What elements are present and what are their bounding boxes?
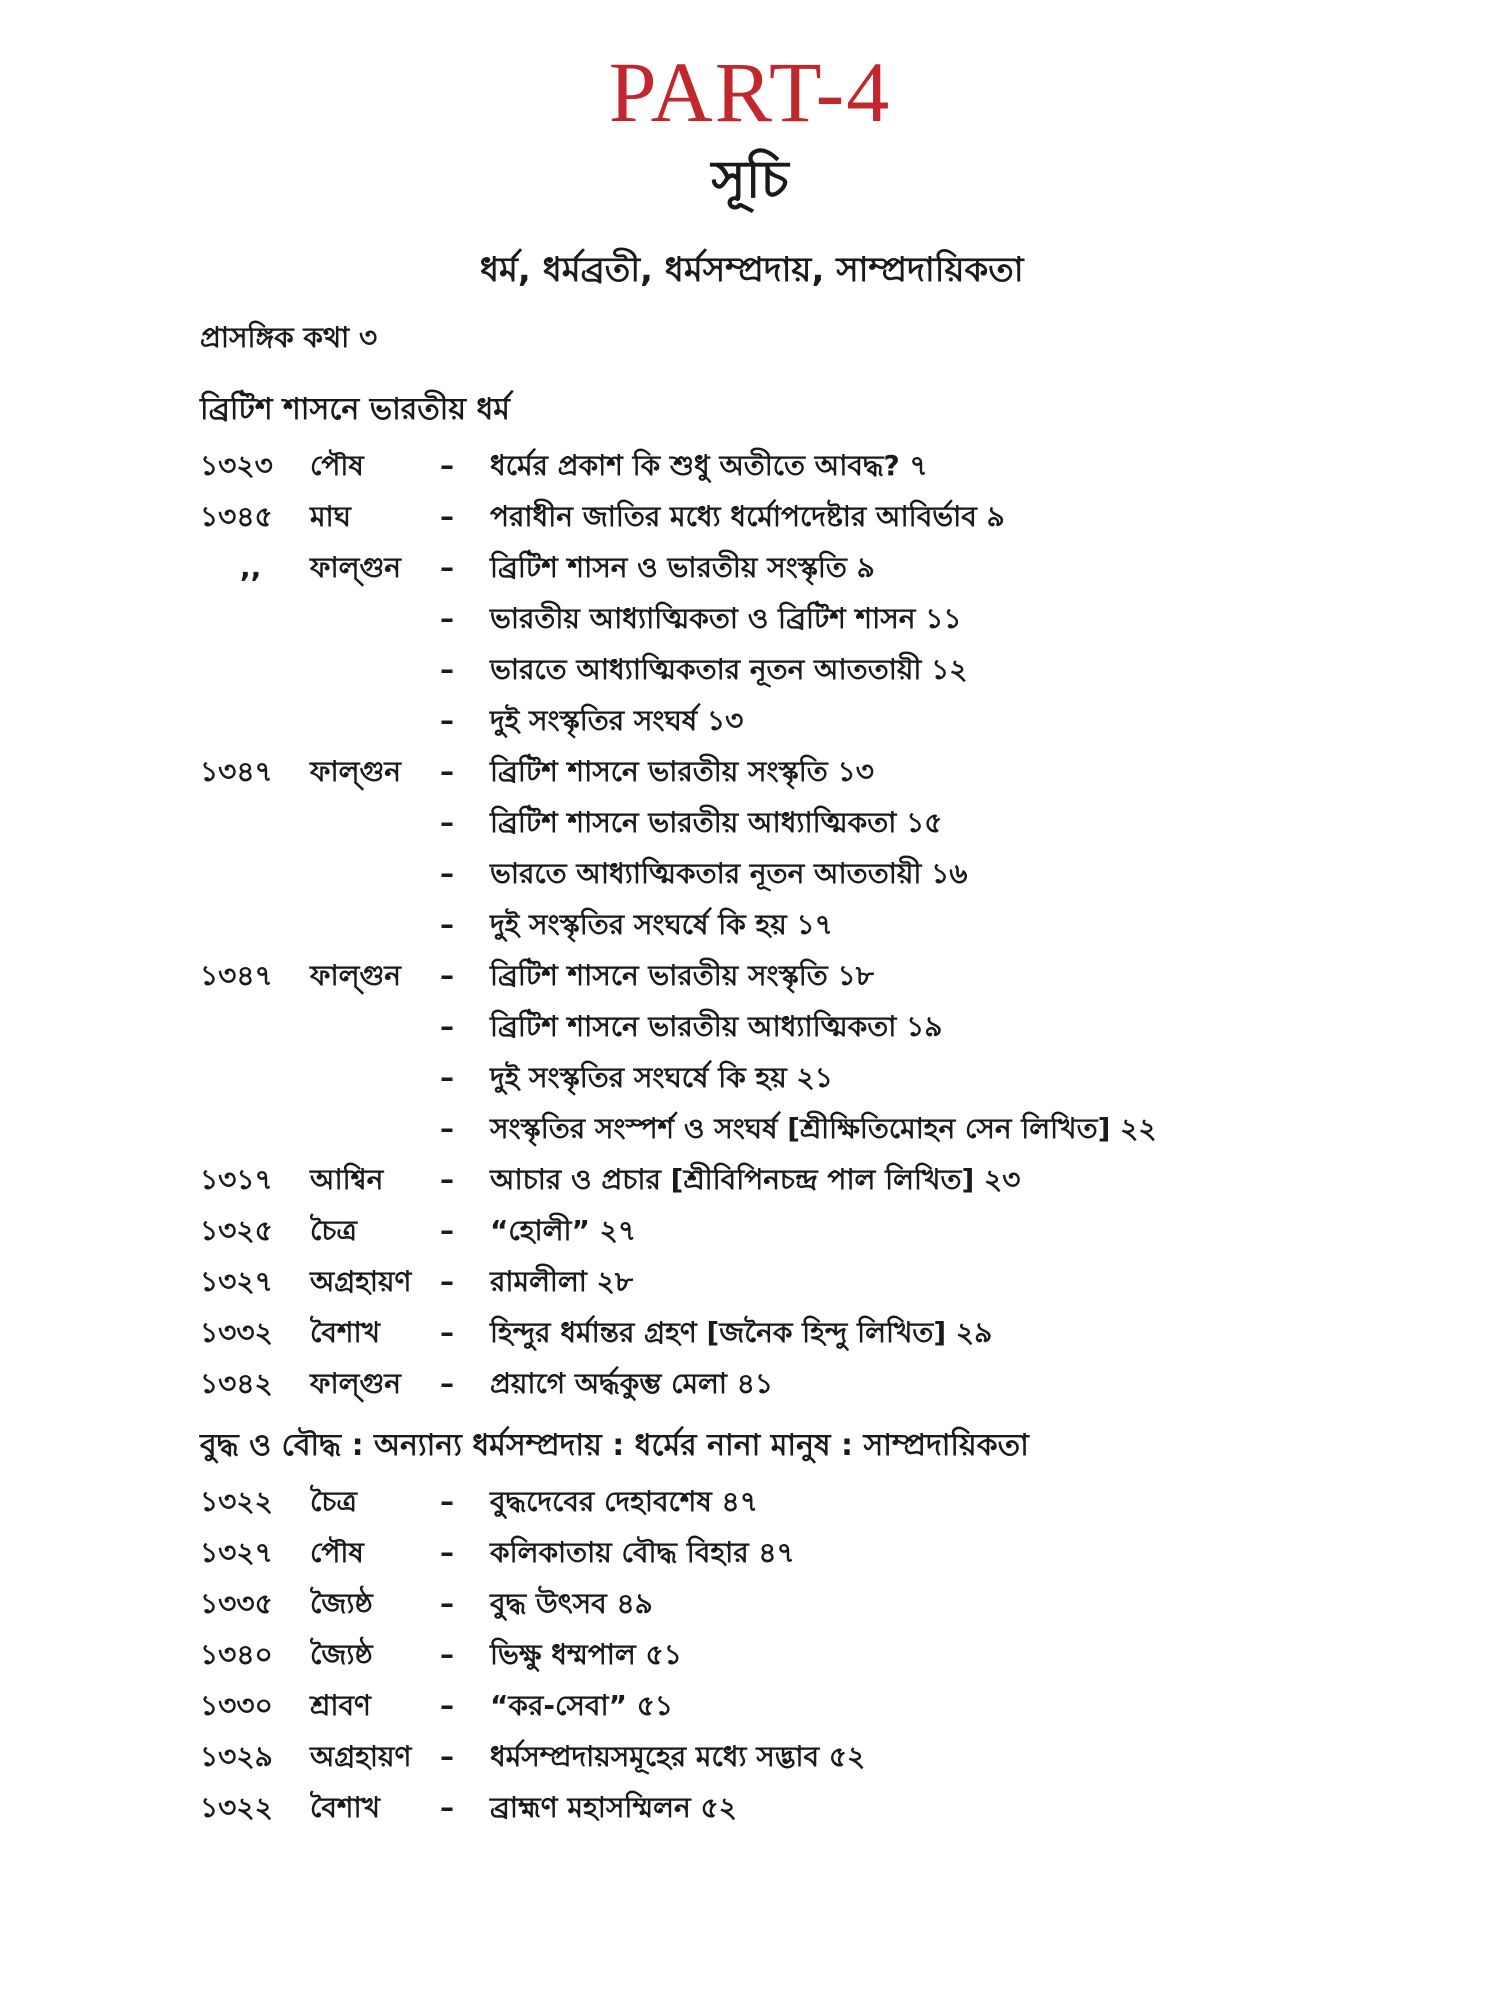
entry-year: ১৩৪২ xyxy=(200,1367,273,1400)
intro-line: প্রাসঙ্গিক কথা ৩ xyxy=(200,321,378,354)
toc-entry xyxy=(200,1154,1360,1205)
toc-entry xyxy=(200,1307,1360,1358)
toc-entry xyxy=(200,1001,1360,1052)
toc-entry xyxy=(200,491,1360,542)
entry-month: আশ্বিন xyxy=(310,1163,384,1196)
toc-entry xyxy=(200,848,1360,899)
section-heading-british-rule: ব্রিটিশ শাসনে ভারতীয় ধর্ম xyxy=(200,392,510,427)
entry-title: ব্রিটিশ শাসনে ভারতীয় সংস্কৃতি ১৩ xyxy=(490,755,874,788)
toc-entry xyxy=(200,644,1360,695)
ditto-mark: ,, xyxy=(240,551,262,584)
entry-title: ব্রিটিশ শাসন ও ভারতীয় সংস্কৃতি ৯ xyxy=(490,551,875,584)
toc-entry xyxy=(200,1629,1360,1680)
entry-year: ১৩২২ xyxy=(200,1485,273,1518)
index-title: সূচি xyxy=(711,150,789,210)
section-heading-buddha: বুদ্ধ ও বৌদ্ধ : অন্যান্য ধর্মসম্প্রদায় : ধর্মের নানা মানুষ : সাম্প্রদায়িকতা xyxy=(200,1428,1029,1463)
entry-title: হিন্দুর ধর্মান্তর গ্রহণ [জনৈক হিন্দু লিখিত] ২৯ xyxy=(490,1316,993,1349)
entry-title: আচার ও প্রচার [শ্রীবিপিনচন্দ্র পাল লিখিত] ২৩ xyxy=(490,1163,1021,1196)
entry-dash: – xyxy=(440,1485,454,1518)
toc-entry xyxy=(200,899,1360,950)
entry-title: পরাধীন জাতির মধ্যে ধর্মোপদেষ্টার আবির্ভাব ৯ xyxy=(490,500,1005,533)
entry-year: ১৩৪৭ xyxy=(200,959,273,992)
subject-heading: ধর্ম, ধর্মব্রতী, ধর্মসম্প্রদায়, সাম্প্রদায়িকতা xyxy=(480,250,1024,290)
entry-year: ১৩২৯ xyxy=(200,1740,273,1773)
toc-entry xyxy=(200,746,1360,797)
entry-year: ১৩৪০ xyxy=(200,1638,273,1671)
entry-title: ব্রিটিশ শাসনে ভারতীয় আধ্যাত্মিকতা ১৯ xyxy=(490,1010,943,1043)
entry-year: ১৩৩০ xyxy=(200,1689,273,1722)
entry-year: ১৩২২ xyxy=(200,1791,273,1824)
entry-title: সংস্কৃতির সংস্পর্শ ও সংঘর্ষ [শ্রীক্ষিতিমোহন সেন লিখিত] ২২ xyxy=(490,1112,1157,1145)
entry-title: ভারতে আধ্যাত্মিকতার নূতন আততায়ী ১৬ xyxy=(490,857,968,890)
entry-dash: – xyxy=(440,1638,454,1671)
entry-year: ১৩৩৫ xyxy=(200,1587,273,1620)
toc-entry xyxy=(200,1578,1360,1629)
entry-dash: – xyxy=(440,908,454,941)
entry-dash: – xyxy=(440,1112,454,1145)
entry-title: ব্রিটিশ শাসনে ভারতীয় সংস্কৃতি ১৮ xyxy=(490,959,874,992)
entry-dash: – xyxy=(440,704,454,737)
entry-month: বৈশাখ xyxy=(310,1791,380,1824)
entry-dash: – xyxy=(440,449,454,482)
toc-entry xyxy=(200,1527,1360,1578)
entry-dash: – xyxy=(440,857,454,890)
entry-title: ব্রিটিশ শাসনে ভারতীয় আধ্যাত্মিকতা ১৫ xyxy=(490,806,943,839)
entry-dash: – xyxy=(440,1061,454,1094)
toc-entry xyxy=(200,440,1360,491)
entry-month: অগ্রহায়ণ xyxy=(310,1265,412,1298)
entry-month: পৌষ xyxy=(310,449,364,482)
entry-month: ফাল্গুন xyxy=(310,551,401,584)
toc-entry xyxy=(200,1731,1360,1782)
entry-year: ১৩১৭ xyxy=(200,1163,273,1196)
entry-dash: – xyxy=(440,1740,454,1773)
entry-title: ভারতীয় আধ্যাত্মিকতা ও ব্রিটিশ শাসন ১১ xyxy=(490,602,962,635)
entry-dash: – xyxy=(440,653,454,686)
entry-title: ব্রাহ্মণ মহাসম্মিলন ৫২ xyxy=(490,1791,737,1824)
entry-title: “কর-সেবা” ৫১ xyxy=(490,1689,674,1722)
entry-month: চৈত্র xyxy=(310,1485,358,1518)
entry-dash: – xyxy=(440,1265,454,1298)
toc-entry xyxy=(200,593,1360,644)
entry-title: কলিকাতায় বৌদ্ধ বিহার ৪৭ xyxy=(490,1536,795,1569)
entry-month: মাঘ xyxy=(310,500,351,533)
entry-dash: – xyxy=(440,1536,454,1569)
toc-list-section2 xyxy=(200,1476,1360,1833)
entry-title: ধর্মের প্রকাশ কি শুধু অতীতে আবদ্ধ? ৭ xyxy=(490,449,928,482)
entry-dash: – xyxy=(440,500,454,533)
entry-year: ১৩২৩ xyxy=(200,449,273,482)
toc-entry xyxy=(200,1782,1360,1833)
toc-entry xyxy=(200,542,1360,593)
entry-month: চৈত্র xyxy=(310,1214,358,1247)
entry-month: ফাল্গুন xyxy=(310,1367,401,1400)
toc-entry xyxy=(200,1256,1360,1307)
toc-entry xyxy=(200,1052,1360,1103)
entry-dash: – xyxy=(440,551,454,584)
entry-title: দুই সংস্কৃতির সংঘর্ষে কি হয় ১৭ xyxy=(490,908,833,941)
entry-dash: – xyxy=(440,755,454,788)
toc-entry xyxy=(200,1205,1360,1256)
entry-dash: – xyxy=(440,1316,454,1349)
entry-month: জ্যৈষ্ঠ xyxy=(310,1587,373,1620)
entry-dash: – xyxy=(440,1791,454,1824)
entry-dash: – xyxy=(440,959,454,992)
entry-year: ১৩৪৫ xyxy=(200,500,273,533)
entry-title: “হোলী” ২৭ xyxy=(490,1214,637,1247)
entry-dash: – xyxy=(440,1367,454,1400)
entry-dash: – xyxy=(440,1163,454,1196)
entry-month: শ্রাবণ xyxy=(310,1689,371,1722)
toc-entry xyxy=(200,1680,1360,1731)
entry-month: পৌষ xyxy=(310,1536,364,1569)
entry-year: ১৩৩২ xyxy=(200,1316,273,1349)
entry-title: ধর্মসম্প্রদায়সমূহের মধ্যে সদ্ভাব ৫২ xyxy=(490,1740,866,1773)
toc-entry xyxy=(200,1103,1360,1154)
entry-title: দুই সংস্কৃতির সংঘর্ষে কি হয় ২১ xyxy=(490,1061,833,1094)
entry-month: বৈশাখ xyxy=(310,1316,380,1349)
toc-entry xyxy=(200,1358,1360,1409)
entry-title: বুদ্ধদেবের দেহাবশেষ ৪৭ xyxy=(490,1485,758,1518)
part-title: PART-4 xyxy=(608,44,892,140)
entry-dash: – xyxy=(440,1010,454,1043)
entry-title: রামলীলা ২৮ xyxy=(490,1265,634,1298)
entry-year: ১৩২৭ xyxy=(200,1536,273,1569)
entry-title: ভিক্ষু ধম্মপাল ৫১ xyxy=(490,1638,682,1671)
toc-list-section1 xyxy=(200,440,1360,1409)
entry-month: ফাল্গুন xyxy=(310,959,401,992)
entry-dash: – xyxy=(440,1214,454,1247)
entry-year: ১৩৪৭ xyxy=(200,755,273,788)
entry-month: জ্যৈষ্ঠ xyxy=(310,1638,373,1671)
toc-entry xyxy=(200,950,1360,1001)
toc-entry xyxy=(200,797,1360,848)
entry-title: প্রয়াগে অর্দ্ধকুম্ভ মেলা ৪১ xyxy=(490,1367,774,1400)
toc-entry xyxy=(200,695,1360,746)
entry-month: ফাল্গুন xyxy=(310,755,401,788)
entry-dash: – xyxy=(440,1587,454,1620)
entry-year: ১৩২৭ xyxy=(200,1265,273,1298)
entry-title: ভারতে আধ্যাত্মিকতার নূতন আততায়ী ১২ xyxy=(490,653,968,686)
entry-year: ১৩২৫ xyxy=(200,1214,273,1247)
entry-title: দুই সংস্কৃতির সংঘর্ষ ১৩ xyxy=(490,704,744,737)
entry-title: বুদ্ধ উৎসব ৪৯ xyxy=(490,1587,653,1620)
entry-dash: – xyxy=(440,1689,454,1722)
entry-dash: – xyxy=(440,806,454,839)
entry-dash: – xyxy=(440,602,454,635)
toc-entry xyxy=(200,1476,1360,1527)
entry-month: অগ্রহায়ণ xyxy=(310,1740,412,1773)
